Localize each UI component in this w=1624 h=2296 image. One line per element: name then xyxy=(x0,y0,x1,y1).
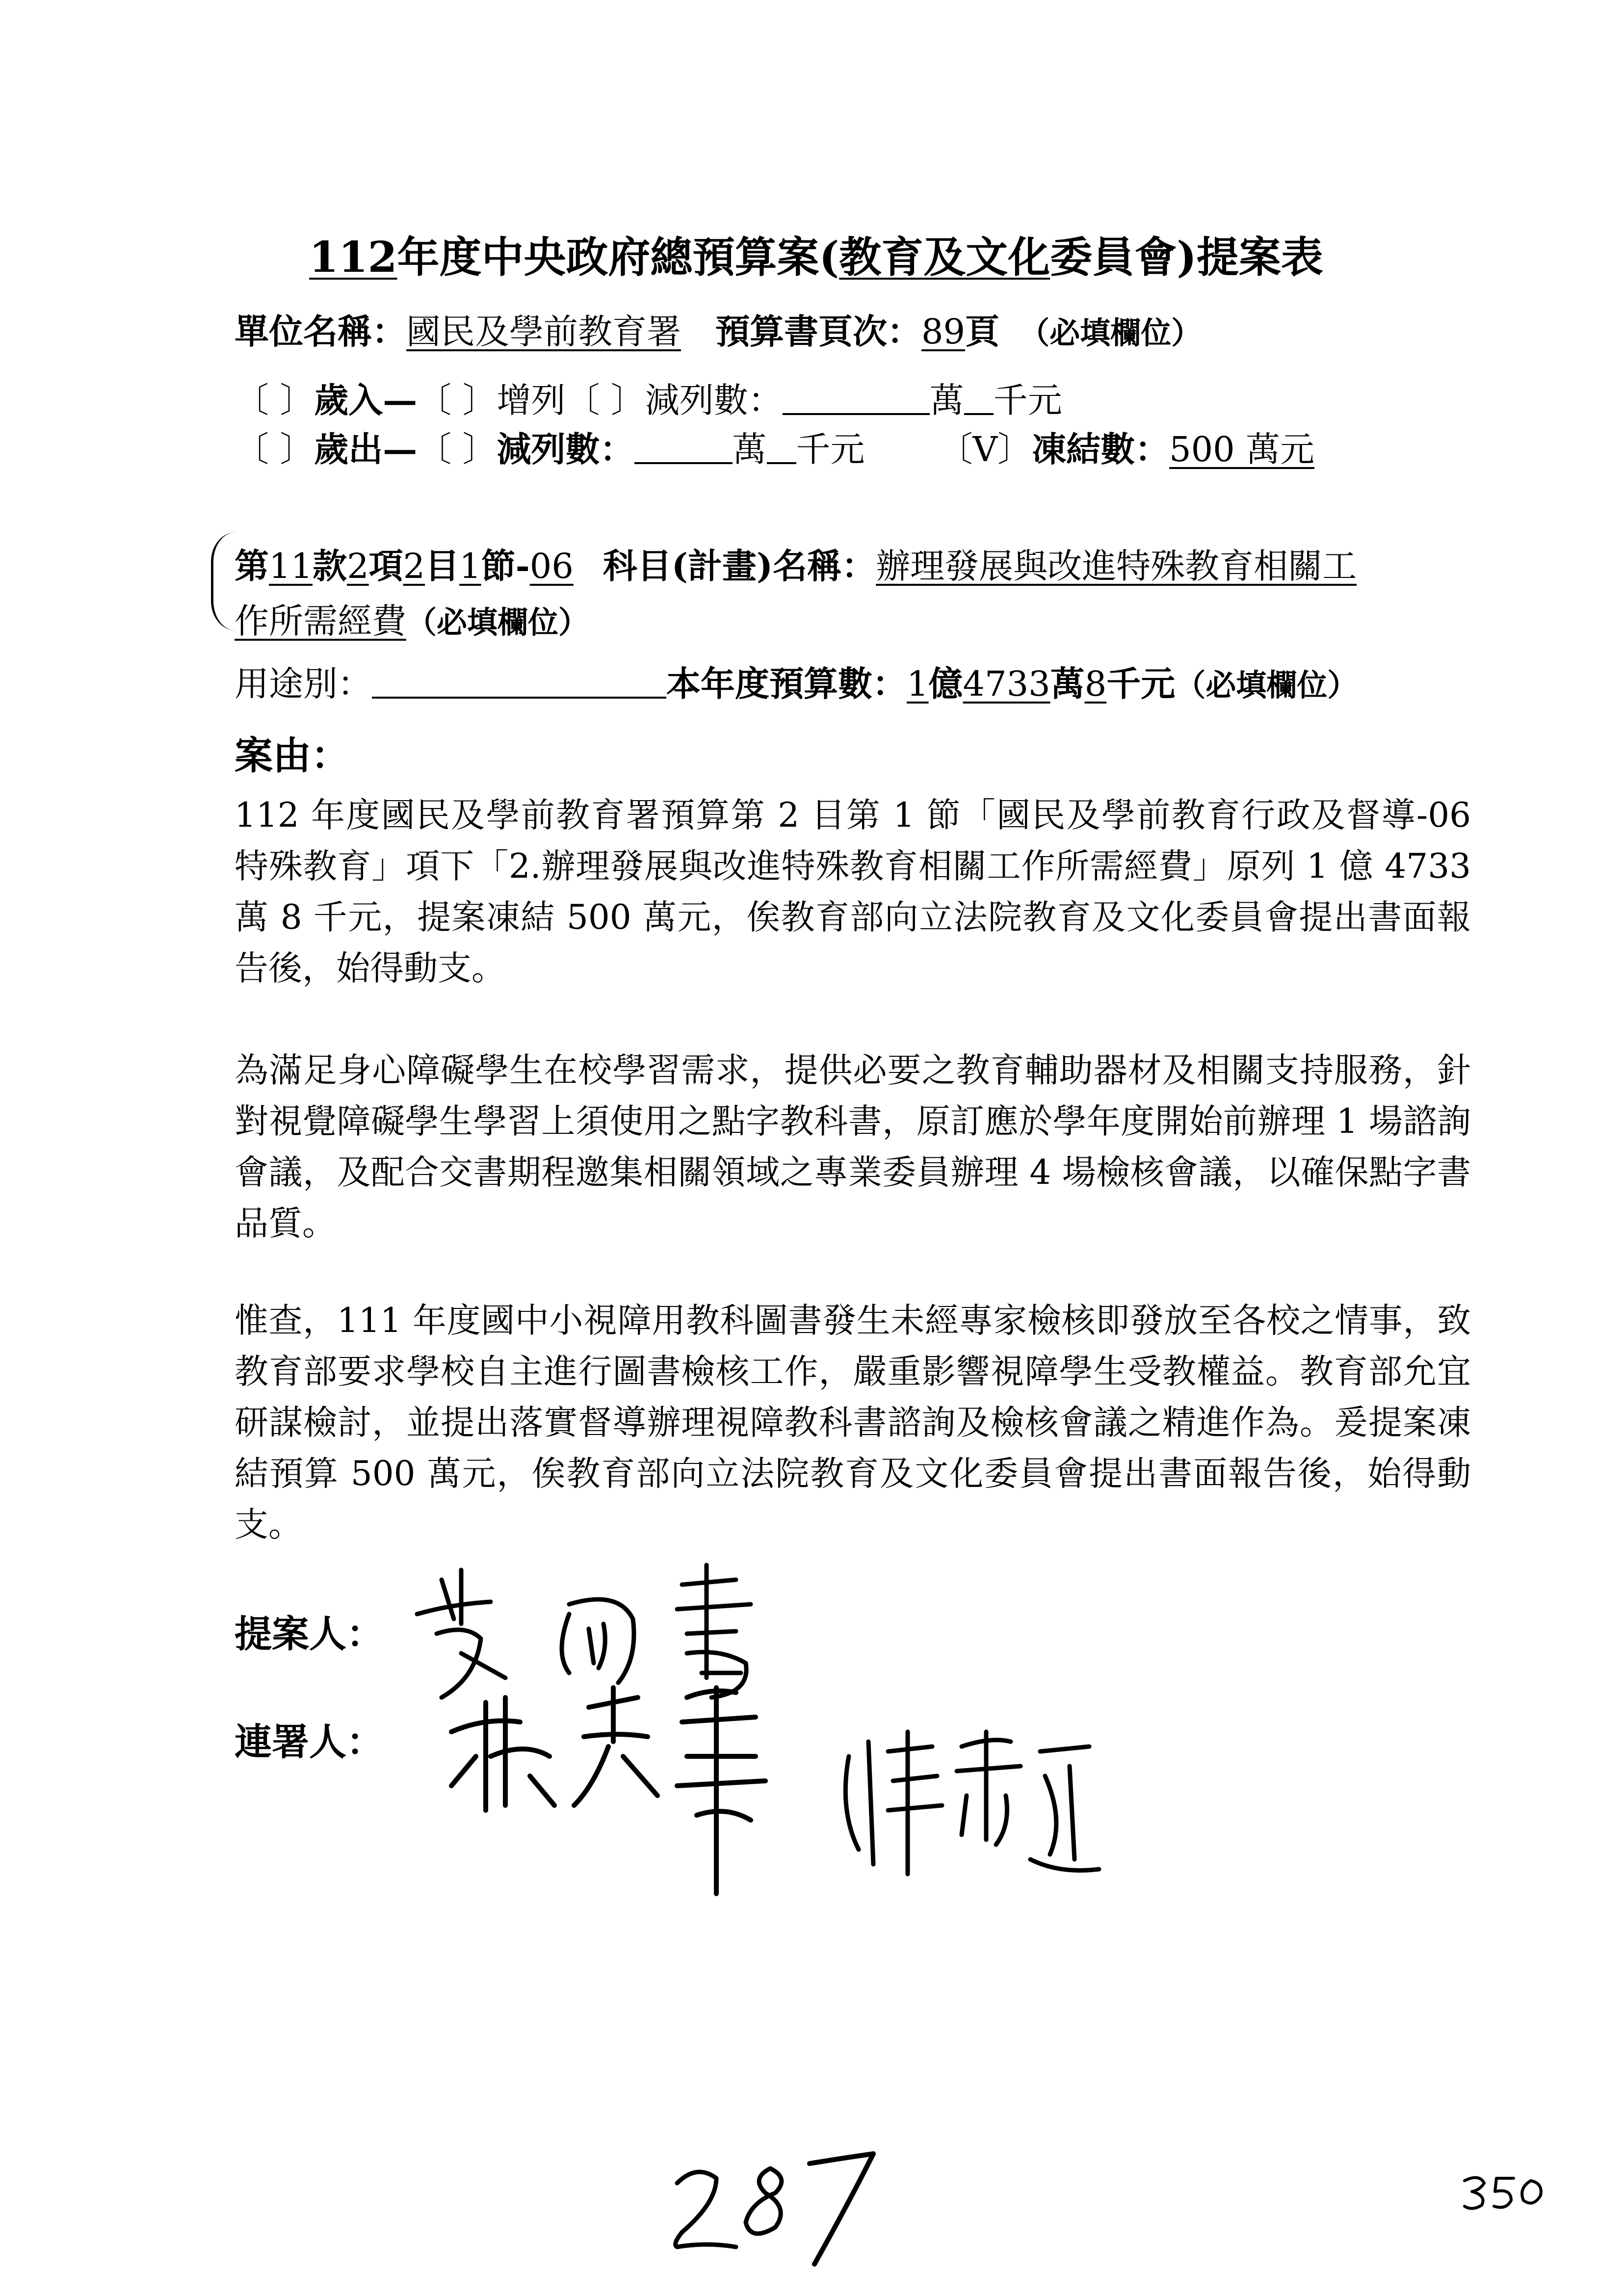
revenue-row: 〔 〕歲入—〔 〕增列〔 〕減列數： 萬 千元 xyxy=(235,380,1062,420)
unit-row: 單位名稱：國民及學前教育署 預算書頁次：89頁 （必填欄位） xyxy=(235,311,1202,352)
unit-name: 國民及學前教育署 xyxy=(406,312,681,352)
revenue-thousand-blank xyxy=(964,384,994,415)
revenue-wan-blank xyxy=(783,384,930,415)
revenue-checkbox: 〔 〕 xyxy=(235,380,314,420)
item-brace xyxy=(211,532,238,630)
expenditure-thousand-blank xyxy=(767,433,796,464)
title-year: 112 xyxy=(309,233,397,282)
reason-paragraph-3: 惟查，111 年度國中小視障用教科圖書發生未經專家檢核即發放至各校之情事，致教育部要求學校自主進行圖書檢核工作，嚴重影響視障學生受教權益。教育部允宜研謀檢討，並提出落實督導辦理視障教科書諮詢及檢核會議之精進作為。爰提案凍結預算 500 萬元，俟教育部向立法院教育及文化委員會提出書面報告後，始得動支。 xyxy=(235,1301,1471,1544)
reason-paragraph-1: 112 年度國民及學前教育署預算第 2 目第 1 節「國民及學前教育行政及督導-06 特殊教育」項下「2.辦理發展與改進特殊教育相關工作所需經費」原列 1 億 4733 萬 8 千元，提案凍結 500 萬元，俟教育部向立法院教育及文化委員會提出書面報告後，始得動支。 xyxy=(235,796,1471,988)
reason-heading: 案由： xyxy=(235,733,350,778)
expenditure-wan-blank xyxy=(634,433,733,464)
cosigner-label: 連署人： xyxy=(235,1720,384,1764)
proposer-label: 提案人： xyxy=(235,1612,384,1656)
usage-blank xyxy=(372,667,666,699)
budget-page-number: 89 xyxy=(921,312,966,352)
reason-paragraph-2: 為滿足身心障礙學生在校學習需求，提供必要之教育輔助器材及相關支持服務，針對視覺障礙學生學習上須使用之點字教科書，原訂應於學年度開始前辦理 1 場諮詢會議，及配合交書期程邀集相關領域之專業委員辦理 4 場檢核會議，以確保點字書品質。 xyxy=(235,1051,1471,1243)
freeze-checkbox: 〔V〕 xyxy=(938,429,1032,470)
expenditure-row: 〔 〕歲出—〔 〕減列數： 萬 千元 〔V〕凍結數：500 萬元 xyxy=(235,429,1314,470)
cosigner-signature-1 xyxy=(432,1658,795,1913)
expenditure-cut-checkbox: 〔 〕 xyxy=(417,429,497,470)
expenditure-checkbox: 〔 〕 xyxy=(235,429,314,470)
handwritten-corner-number xyxy=(1460,2171,1548,2215)
usage-row: 用途別： 本年度預算數：1億4733萬8千元（必填欄位） xyxy=(235,663,1358,704)
freeze-amount: 500 萬元 xyxy=(1169,429,1314,470)
cosigner-signature-2 xyxy=(834,1712,1109,1899)
item-row: 第11款2項2目1節-06 科目(計畫)名稱：辦理發展與改進特殊教育相關工 xyxy=(235,546,1357,586)
document-title: 112年度中央政府總預算案(教育及文化委員會)提案表 xyxy=(309,233,1323,282)
item-row-2: 作所需經費（必填欄位） xyxy=(235,601,589,641)
revenue-cut-checkbox: 〔 〕 xyxy=(565,380,645,420)
subject-name-line1: 辦理發展與改進特殊教育相關工 xyxy=(876,546,1357,586)
subject-name-line2: 作所需經費 xyxy=(235,601,406,641)
revenue-add-checkbox: 〔 〕 xyxy=(417,380,497,420)
title-committee: 教育及文化 xyxy=(839,233,1050,282)
handwritten-page-number xyxy=(662,2149,898,2267)
